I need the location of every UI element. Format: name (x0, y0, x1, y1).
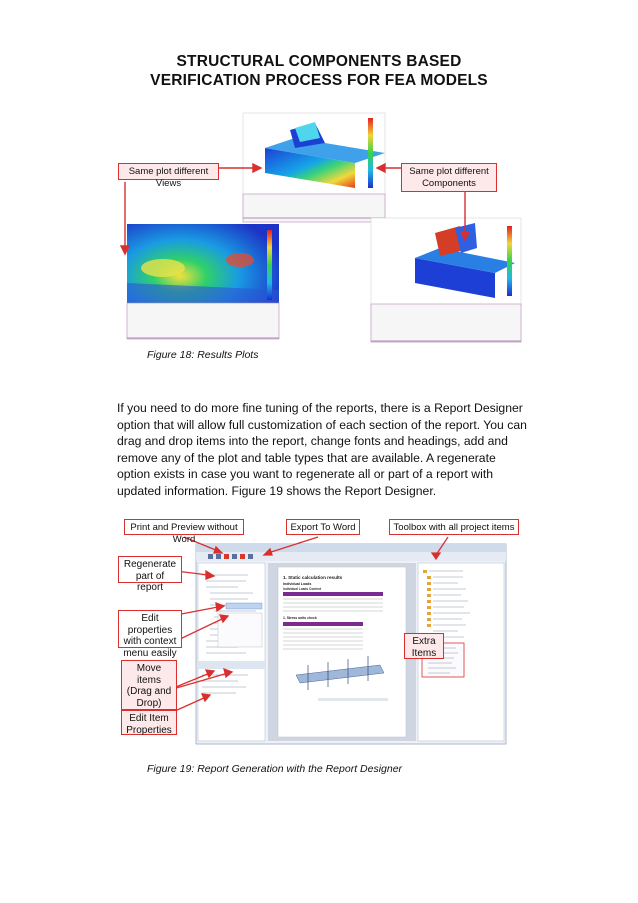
callout-extra-line2: Items (411, 647, 437, 659)
callout-components-line2: Components (422, 177, 476, 189)
callout-move-items (121, 660, 177, 710)
callout-edit-item-properties (121, 710, 177, 735)
callout-regenerate-line1: Regenerate (123, 559, 177, 570)
figure-19-caption: Figure 19: Report Generation with the Report Designer (147, 763, 403, 775)
callout-extra-items (404, 633, 444, 659)
callout-edit-line2: with context (123, 636, 177, 647)
results-plot-top (243, 113, 385, 222)
results-plot-right (371, 218, 521, 342)
callout-print-preview: Print and Preview without Word (124, 519, 244, 535)
callout-edit-properties (118, 610, 182, 659)
callout-export-word: Export To Word (286, 519, 360, 535)
callout-edit-line3: menu easily (123, 647, 177, 659)
report-sub2: Individual Loads Content (283, 587, 322, 591)
callout-components-line1: Same plot different (409, 166, 489, 177)
callout-move-line1: Move (136, 663, 162, 674)
figure-18-caption: Figure 18: Results Plots (147, 349, 259, 361)
callout-edititem-line1: Edit Item (129, 713, 169, 724)
report-sub1: Individual Loads (283, 582, 312, 586)
body-paragraph: If you need to do more fine tuning of the reports, there is a Report Designer option that will allow full customization of each section of the report. You can drag and drop items into the report, change fonts and headings, add and remove any of the plot and table types that are available. A regenerate option exists in case you want to regenerate all or part of a report with updated information. Figure 19 shows the Report Designer. (117, 401, 527, 498)
page-title-line2: VERIFICATION PROCESS FOR FEA MODELS (150, 72, 488, 89)
callout-regenerate (118, 556, 182, 593)
callout-extra-line1: Extra (412, 636, 436, 647)
report-sub3: 1. Stress units check (283, 616, 317, 620)
callout-toolbox: Toolbox with all project items (389, 519, 519, 535)
page-title-line1: STRUCTURAL COMPONENTS BASED (176, 53, 462, 70)
callout-same-plot-components (401, 163, 497, 192)
figure-18-results-plots (115, 108, 525, 344)
callout-regenerate-line2: part of report (135, 570, 165, 593)
callout-edit-line1: Edit properties (127, 613, 173, 636)
callout-same-plot-views: Same plot different Views (118, 163, 219, 180)
callout-move-line4: Drop) (136, 697, 162, 709)
report-heading: 1. Static calculation results (283, 575, 343, 580)
callout-edititem-line2: Properties (126, 724, 172, 736)
callout-move-line3: (Drag and (126, 686, 172, 697)
results-plot-left (127, 224, 279, 339)
callout-move-line2: items (137, 674, 161, 686)
